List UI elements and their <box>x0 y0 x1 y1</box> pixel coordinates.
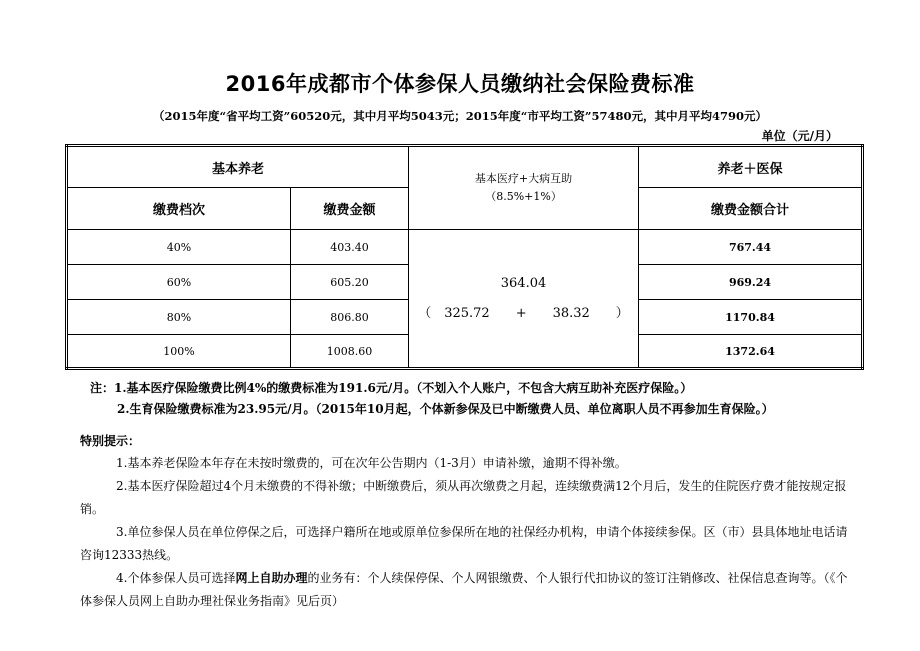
amount-cell: 605.20 <box>291 265 409 300</box>
col-grade-header: 缴费档次 <box>67 188 291 230</box>
insurance-fee-table <box>65 144 864 370</box>
tip-4-text-pre: 4.个体参保人员可选择 <box>116 571 236 585</box>
medical-total: 364.04 <box>500 275 547 291</box>
tip-3: 3.单位参保人员在单位停保之后，可选择户籍所在地或原单位参保所在地的社保经办机构，申请个体接续参保。区（市）县具体地址电话请咨询12333热线。 <box>80 525 848 562</box>
grade-cell: 80% <box>67 300 291 335</box>
medical-header: 基本医疗+大病互助 <box>474 172 573 185</box>
table-row <box>67 230 863 265</box>
grade-cell: 40% <box>67 230 291 265</box>
combined-header: 养老＋医保 <box>639 146 863 188</box>
note-2: 2.生育保险缴费标准为23.95元/月。（2015年10月起，个体新参保及已中断缴费人员、单位离职人员不再参加生育保险。） <box>117 402 774 416</box>
amount-cell: 1008.60 <box>291 335 409 369</box>
notes-block <box>90 378 774 420</box>
total-cell: 1372.64 <box>639 335 863 369</box>
tip-2: 2.基本医疗保险超过4个月未缴费的不得补缴；中断缴费后，须从再次缴费之月起，连续缴费满12个月后，发生的住院医疗费才能按规定报销。 <box>80 479 847 516</box>
tip-4-online-service: 网上自助办理 <box>235 571 308 585</box>
col-amount-header: 缴费金额 <box>291 188 409 230</box>
note-1: 注：1.基本医疗保险缴费比例4%的缴费标准为191.6元/月。（不划入个人账户，不包含大病互助补充医疗保险。） <box>90 381 693 395</box>
unit-label: 单位（元/月） <box>761 129 838 143</box>
grade-cell: 60% <box>67 265 291 300</box>
tip-1: 1.基本养老保险本年存在未按时缴费的，可在次年公告期内（1-3月）申请补缴，逾期不得补缴。 <box>116 456 627 470</box>
tip-4 <box>80 567 855 613</box>
combined-sub-header: 缴费金额合计 <box>639 188 863 230</box>
tip-4-text-post: 的业务有：个人续保停保、个人网银缴费、个人银行代扣协议的签订注销修改、社保信息查询等。（《个体参保人员网上自助办理社保业务指南》见后页） <box>80 571 848 608</box>
total-cell: 767.44 <box>639 230 863 265</box>
medical-breakdown: （ 325.72 + 38.32 ） <box>418 305 629 321</box>
amount-cell: 403.40 <box>291 230 409 265</box>
medical-header-cell <box>409 146 639 230</box>
total-cell: 1170.84 <box>639 300 863 335</box>
tips-title: 特别提示： <box>80 434 141 448</box>
page-subtitle: （2015年度“省平均工资”60520元，其中月平均5043元；2015年度“市平均工资”57480元，其中月平均4790元） <box>153 109 767 123</box>
total-cell: 969.24 <box>639 265 863 300</box>
page-title: 2016年成都市个体参保人员缴纳社会保险费标准 <box>225 72 695 96</box>
grade-cell: 100% <box>67 335 291 369</box>
medical-total-cell <box>409 230 639 369</box>
pension-header: 基本养老 <box>67 146 409 188</box>
amount-cell: 806.80 <box>291 300 409 335</box>
medical-rate: （8.5%+1%） <box>485 190 562 203</box>
tips-block <box>80 452 855 613</box>
